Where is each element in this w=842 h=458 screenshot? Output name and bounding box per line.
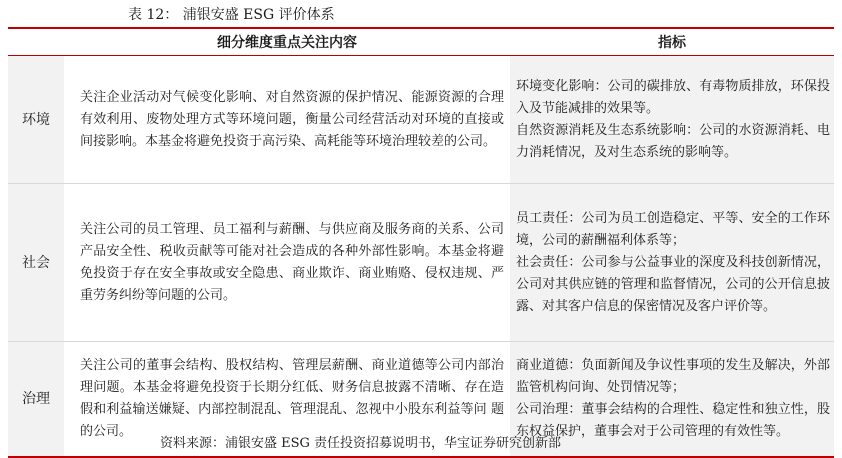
header-indicator: 指标 [510,29,834,56]
esg-evaluation-table [8,29,834,456]
indicator-item: 自然资源消耗及生态系统影响：公司的水资源消耗、电力消耗情况，及对生态系统的影响等。 [516,122,830,160]
table-header-row [8,29,834,56]
indicator-item: 商业道德：负面新闻及争议性事项的发生及解决，外部监管机构问询、处罚情况等； [516,357,830,395]
esg-table-container [8,27,834,458]
content-cell: 关注公司的董事会结构、股权结构、管理层薪酬、商业道德等公司内部治理问题。本基金将避免投资于长期分红低、财务信息披露不清晰、存在造假和利益输送嫌疑、内部控制混乱、管理混乱、忽视中小股东利益等问 题的公司。 [80,357,504,439]
indicator-item: 公司治理：董事会结构的合理性、稳定性和独立性，股东权益保护，董事会对于公司管理的有效性等。 [516,401,830,439]
indicator-cell [510,184,834,342]
indicator-item: 员工责任：公司为员工创造稳定、平等、安全的工作环境，公司的薪酬福利体系等； [516,210,830,248]
header-content: 细分维度重点关注内容 [64,29,510,56]
content-cell: 关注企业活动对气候变化影响、对自然资源的保护情况、能源资源的合理有效利用、废物处理方式等环境问题，衡量公司经营活动对环境的直接或间接影响。本基金将避免投资于高污染、高耗能等环境治理较差的公司。 [64,56,510,184]
table-row-environment [8,56,834,184]
content-cell: 关注公司的员工管理、员工福利与薪酬、与供应商及服务商的关系、公司产品安全性、税收贡献等可能对社会造成的各种外部性影响。本基金将避免投资于存在安全事故或安全隐患、商业欺诈、商业贿赂、侵权违规、严 重劳务纠纷等问题的公司。 [64,184,510,342]
header-category [8,29,64,56]
source-note: 资料来源：浦银安盛 ESG 责任投资招募说明书，华宝证券研究创新部 [160,436,562,451]
table-caption: 表 12： 浦银安盛 ESG 评价体系 [128,7,335,23]
indicator-cell [510,56,834,184]
category-cell: 治理 [8,342,64,456]
table-bottom-rule [8,456,834,458]
indicator-item: 社会责任：公司参与公益事业的深度及科技创新情况，公司对其供应链的管理和监督情况，公司的公开信息披露、对其客户信息的保密情况及客户评价等。 [516,254,830,314]
category-cell: 环境 [8,56,64,184]
indicator-item: 环境变化影响：公司的碳排放、有毒物质排放，环保投入及节能减排的效果等。 [516,78,830,116]
category-cell: 社会 [8,184,64,342]
table-row-society [8,184,834,342]
